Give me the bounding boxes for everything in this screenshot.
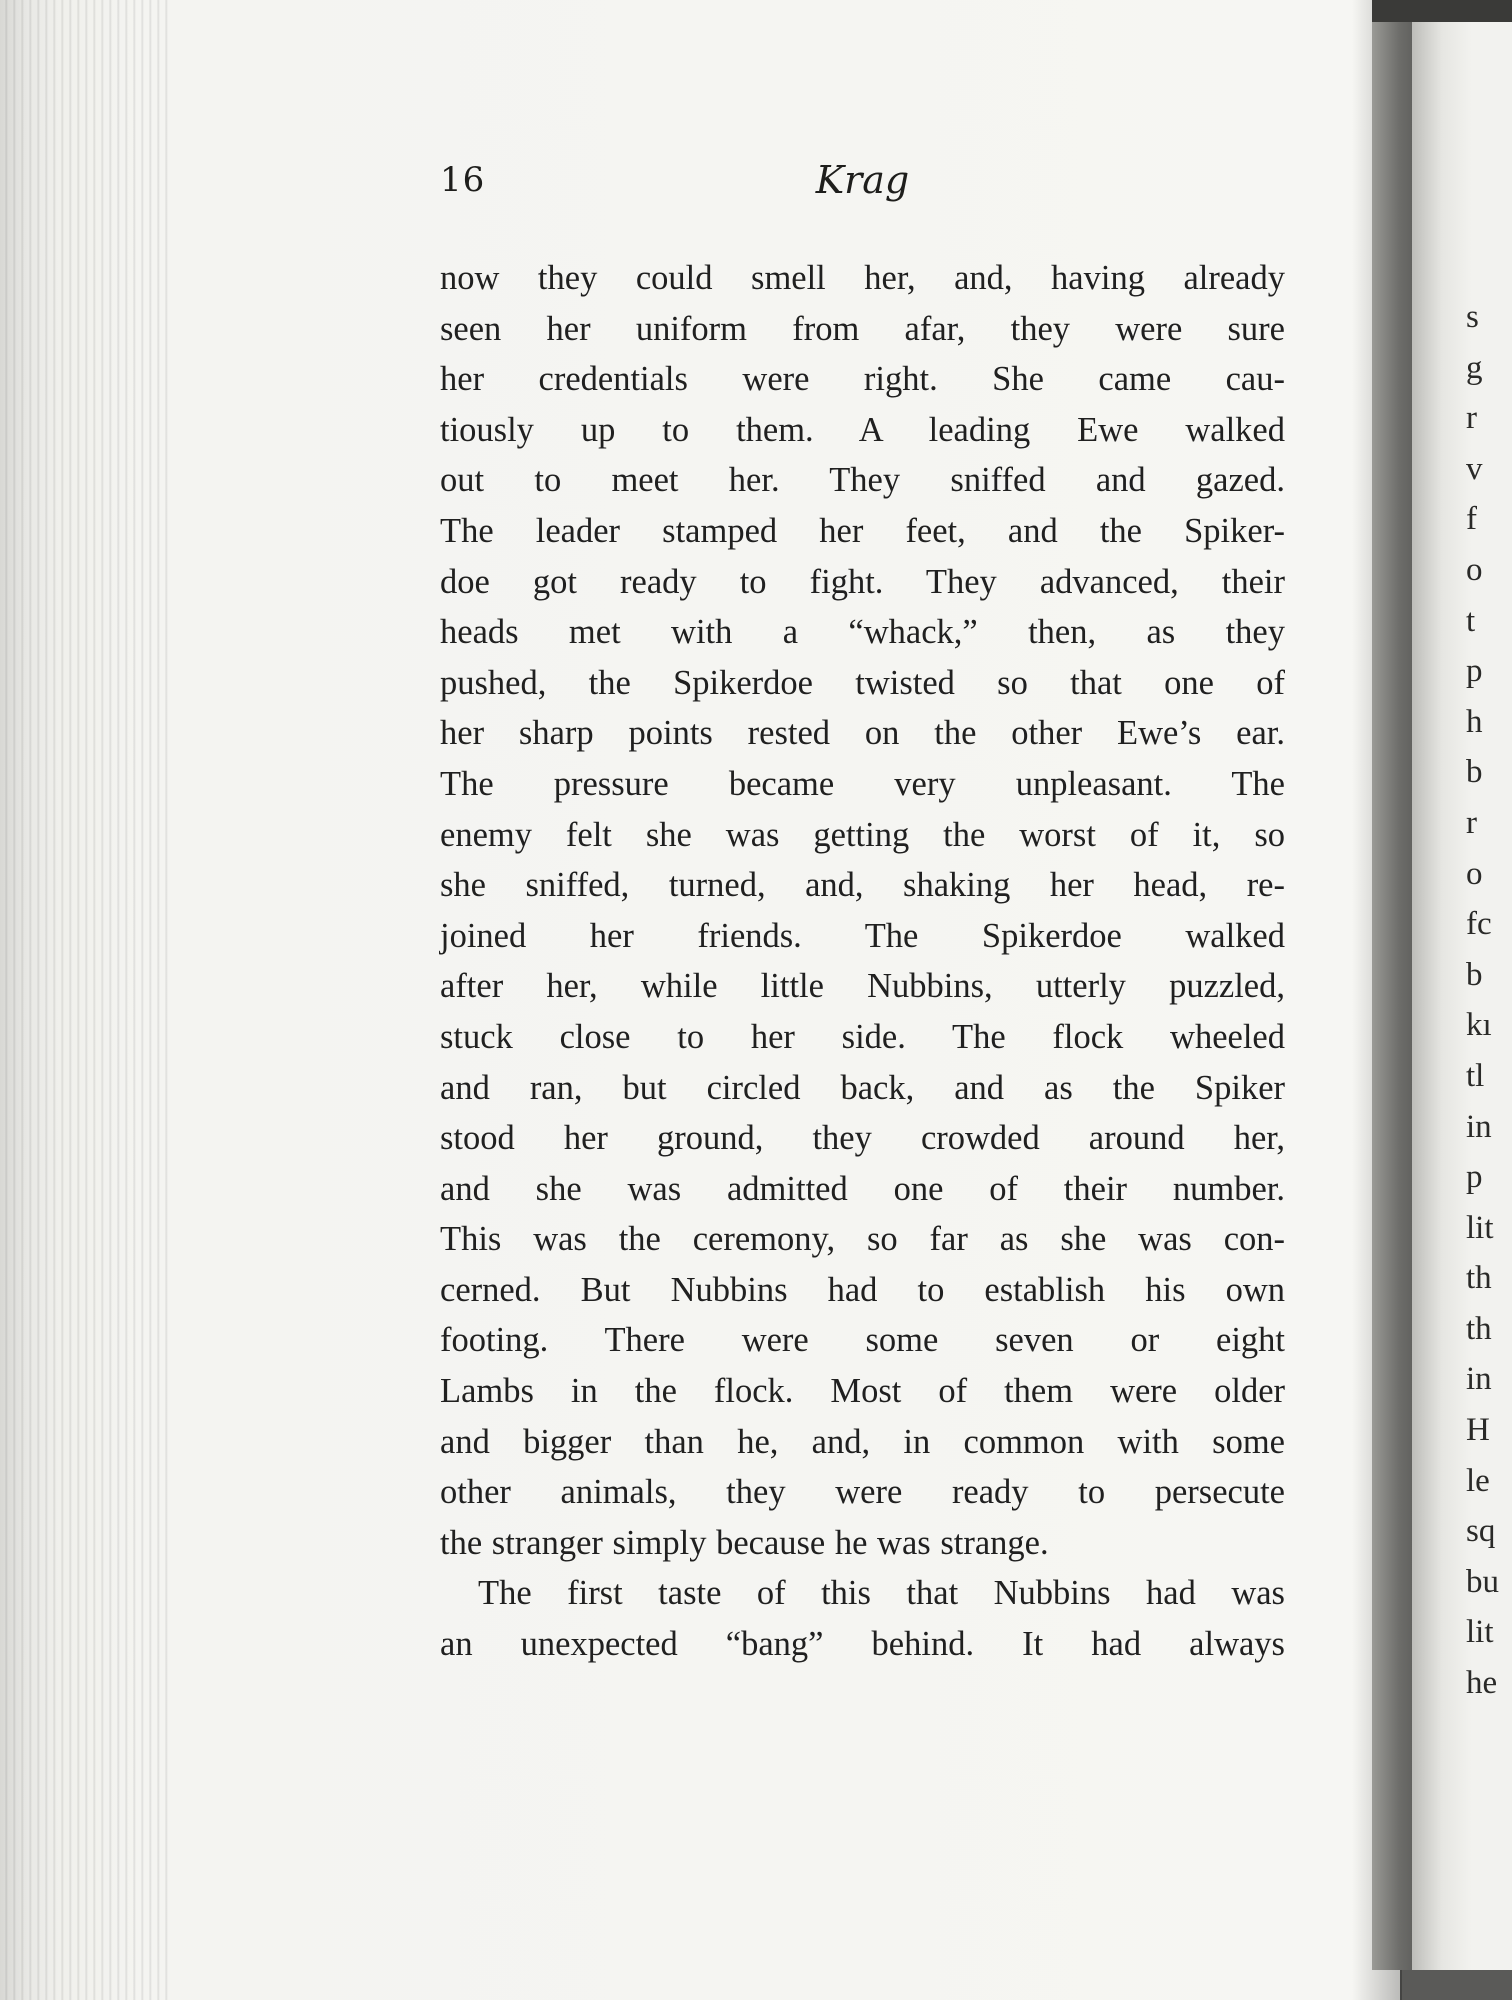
facing-fragment: kı <box>1466 1007 1492 1044</box>
facing-fragment: le <box>1466 1462 1490 1499</box>
facing-fragment: b <box>1466 754 1483 791</box>
text-line: Lambs in the flock. Most of them were older <box>440 1372 1285 1411</box>
text-line: stuck close to her side. The flock wheeled <box>440 1017 1285 1056</box>
running-title: Krag <box>815 158 910 202</box>
body-text <box>440 253 1285 1670</box>
text-line: and ran, but circled back, and as the Spiker <box>440 1068 1285 1107</box>
facing-fragment: o <box>1466 551 1483 588</box>
text-line: her sharp points rested on the other Ewe’s ear. <box>440 714 1285 753</box>
running-head <box>440 160 1285 220</box>
facing-fragment: r <box>1466 400 1477 437</box>
text-line: and she was admitted one of their number. <box>440 1169 1285 1208</box>
text-line: joined her friends. The Spikerdoe walked <box>440 916 1285 955</box>
facing-fragment: h <box>1466 703 1483 740</box>
page-number: 16 <box>440 160 486 200</box>
facing-fragment: bu <box>1466 1563 1499 1600</box>
facing-fragment: tl <box>1466 1057 1485 1094</box>
text-line: an unexpected “bang” behind. It had always <box>440 1625 1285 1664</box>
text-line: now they could smell her, and, having already <box>440 259 1285 297</box>
facing-fragment: p <box>1466 653 1483 690</box>
text-line: pushed, the Spikerdoe twisted so that one of <box>440 663 1285 702</box>
facing-fragment: r <box>1466 804 1477 841</box>
text-line: stood her ground, they crowded around her, <box>440 1119 1285 1158</box>
facing-fragment: lit <box>1466 1209 1494 1246</box>
facing-fragment: g <box>1466 349 1483 386</box>
text-line: The pressure became very unpleasant. The <box>440 764 1285 803</box>
page-edges <box>0 0 170 2000</box>
facing-fragment: p <box>1466 1159 1483 1196</box>
text-line: enemy felt she was getting the worst of it, so <box>440 815 1285 854</box>
facing-fragment: t <box>1466 602 1476 639</box>
facing-fragment: v <box>1466 450 1483 487</box>
text-line: The leader stamped her feet, and the Spiker- <box>440 511 1285 550</box>
text-line: doe got ready to fight. They advanced, their <box>440 562 1285 601</box>
facing-fragment: in <box>1466 1361 1492 1398</box>
facing-fragment: lit <box>1466 1614 1494 1651</box>
facing-fragment: s <box>1466 299 1479 335</box>
facing-fragment: fc <box>1466 906 1492 943</box>
text-line: tiously up to them. A leading Ewe walked <box>440 410 1285 449</box>
text-line: and bigger than he, and, in common with some <box>440 1422 1285 1461</box>
facing-fragment: b <box>1466 956 1483 993</box>
text-line: cerned. But Nubbins had to establish his own <box>440 1270 1285 1309</box>
text-line: she sniffed, turned, and, shaking her head, re- <box>440 866 1285 905</box>
facing-fragment: in <box>1466 1108 1492 1145</box>
facing-page-text <box>1466 292 1512 1709</box>
text-line: other animals, they were ready to persecute <box>440 1473 1285 1512</box>
text-line: her credentials were right. She came cau- <box>440 360 1285 399</box>
facing-fragment: H <box>1466 1412 1490 1449</box>
facing-fragment: sq <box>1466 1513 1496 1550</box>
text-line: after her, while little Nubbins, utterly puzzled, <box>440 967 1285 1006</box>
facing-fragment: o <box>1466 855 1483 892</box>
text-line: footing. There were some seven or eight <box>440 1321 1285 1360</box>
text-line: seen her uniform from afar, they were sure <box>440 309 1285 348</box>
facing-fragment: he <box>1466 1665 1498 1702</box>
text-line: out to meet her. They sniffed and gazed. <box>440 461 1285 500</box>
text-line: This was the ceremony, so far as she was con- <box>440 1220 1285 1259</box>
facing-fragment: th <box>1466 1260 1492 1297</box>
text-line: heads met with a “whack,” then, as they <box>440 613 1285 652</box>
facing-fragment: th <box>1466 1310 1492 1347</box>
background-edge <box>1372 0 1512 22</box>
text-line: the stranger simply because he was strange. <box>440 1523 1049 1562</box>
text-line: The first taste of this that Nubbins had was <box>478 1574 1285 1613</box>
facing-fragment: f <box>1466 501 1477 538</box>
